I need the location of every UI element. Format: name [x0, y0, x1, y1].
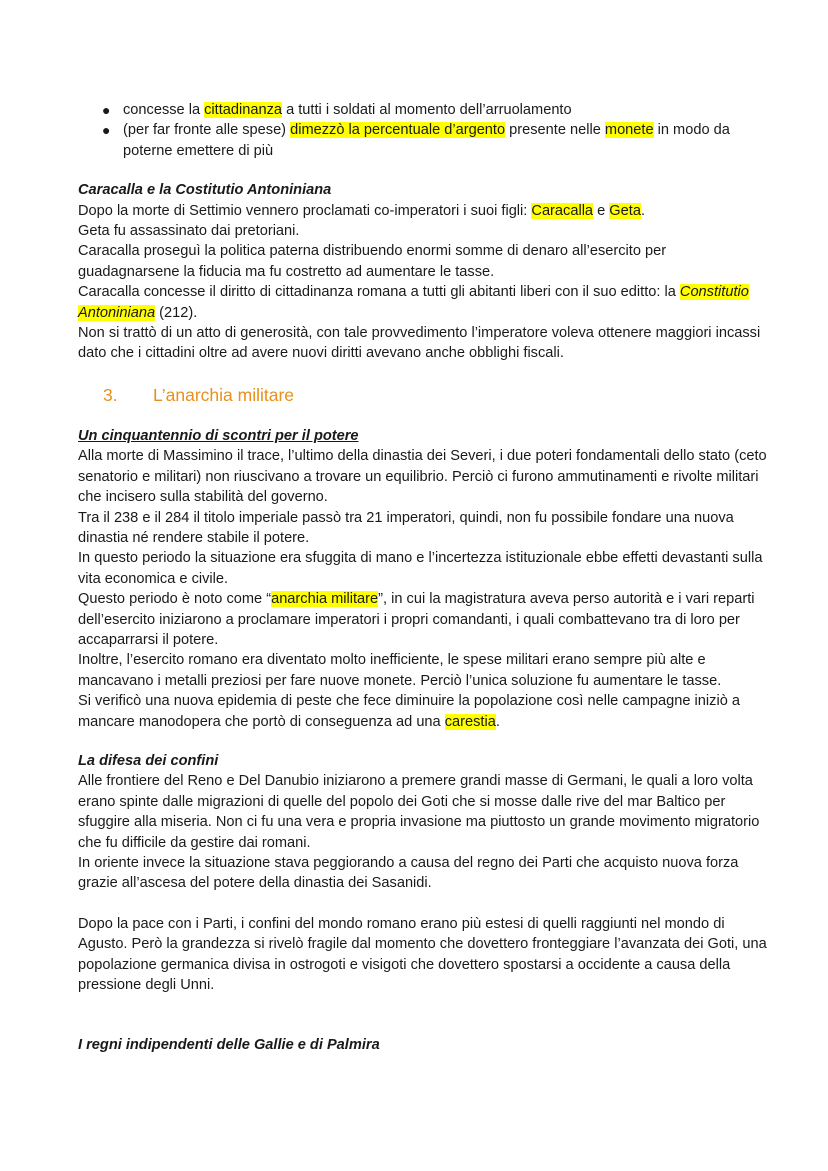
paragraph: In oriente invece la situazione stava peggiorando a causa del regno dei Parti che acquisto nuova forza grazie all’ascesa del potere della dinastia dei Sasanidi. [78, 855, 739, 892]
text: . [495, 713, 500, 730]
subheading-caracalla: Caracalla e la Costitutio Antoniniana [78, 182, 332, 199]
paragraph: Inoltre, l’esercito romano era diventato molto inefficiente, le spese militari erano sempre più alte e mancavano i metalli preziosi per fare nuove monete. Perciò l’unica soluzione fu aumentare le tasse. [78, 652, 722, 689]
text: Questo periodo è noto come “ [78, 591, 272, 608]
bullet-text: a tutti i soldati al momento dell’arruolamento [282, 102, 572, 118]
paragraph: Tra il 238 e il 284 il titolo imperiale passò tra 21 imperatori, quindi, non fu possibile fondare una nuova dinastia né rendere stabile il potere. [78, 509, 734, 546]
highlight-text: cittadinanza [204, 102, 283, 118]
text: Dopo la morte di Settimio vennero proclamati co-imperatori i suoi figli: [78, 202, 532, 219]
text: ”, in cui la magistratura aveva perso autorità e i vari reparti dell’esercito iniziarono a proclamare imperatori i propri comandanti, i quali combattevano tra di loro per accaparrarsi il potere. [78, 591, 755, 648]
bullet-dot-icon: ● [102, 122, 111, 139]
text: (212). [155, 304, 198, 321]
paragraph: Non si trattò di un atto di generosità, con tale provvedimento l’imperatore voleva ottenere maggiori incassi dato che i cittadini oltre ad avere nuovi diritti avevano anche obblighi fiscali. [78, 325, 761, 362]
bullet-list [78, 100, 768, 161]
highlight-text: Geta [609, 202, 641, 219]
highlight-text: carestia [444, 713, 496, 730]
paragraph: Dopo la pace con i Parti, i confini del mondo romano erano più estesi di quelli raggiunti nel mondo di Agusto. Però la grandezza si rivelò fragile dal momento che dovettero fronteggiare l’avanzata dei Goti, una popolazione germanica divisa in ostrogoti e visigoti che dovettero spostarsi a occidente a causa della pressione degli Unni. [78, 915, 767, 994]
bullet-item [78, 120, 768, 161]
paragraph [78, 201, 768, 221]
paragraph: Alle frontiere del Reno e Del Danubio iniziarono a premere grandi masse di Germani, le quali a loro volta erano spinte dalle migrazioni di quelle del popolo dei Goti che si mosse dalle rive del mar Baltico per sfuggire alla miseria. Non ci fu una vera e propria invasione ma piuttosto un grande movimento migratorio che fu difficile da gestire dai romani. [78, 773, 760, 851]
paragraph: Geta fu assassinato dai pretoriani. [78, 223, 300, 240]
document-body [78, 100, 768, 1056]
paragraph [78, 282, 768, 323]
highlight-text: dimezzò la percentuale d’argento [290, 122, 506, 139]
bullet-dot-icon: ● [102, 102, 111, 118]
highlight-text: monete [604, 122, 654, 139]
bullet-text: presente nelle [505, 122, 605, 139]
bullet-item [78, 100, 768, 120]
highlight-text: Constitutio Antoniniana [78, 284, 749, 321]
text: e [593, 202, 610, 219]
bullet-text: in modo da poterne emettere di più [123, 122, 730, 159]
subheading-cinquantennio: Un cinquantennio di scontri per il potere [78, 427, 359, 444]
text: Si verificò una nuova epidemia di peste che fece diminuire la popolazione così nelle campagne iniziò a mancare manodopera che portò di conseguenza ad una [78, 693, 740, 730]
bullet-text: concesse la [123, 102, 205, 118]
text: Caracalla concesse il diritto di cittadinanza romana a tutti gli abitanti liberi con il suo editto: la [78, 284, 680, 301]
spacer [78, 995, 768, 1035]
section-heading [78, 384, 768, 406]
highlight-text: anarchia militare [271, 591, 379, 608]
text: . [640, 202, 645, 219]
paragraph: Alla morte di Massimino il trace, l’ultimo della dinastia dei Severi, i due poteri fondamentali dello stato (ceto senatorio e militari) non riuscivano a trovare un equilibrio. Perciò ci furono ammutinamenti e rivolte militari che incisero sulla stabilità del governo. [78, 448, 767, 506]
subheading-regni: I regni indipendenti delle Gallie e di Palmira [78, 1037, 380, 1054]
highlight-text: Caracalla [531, 202, 594, 219]
paragraph [78, 691, 768, 732]
paragraph [78, 589, 768, 650]
section-number: 3. [103, 384, 118, 405]
spacer [78, 894, 768, 914]
paragraph: Caracalla proseguì la politica paterna distribuendo enormi somme di denaro all’esercito per guadagnarsene la fiducia ma fu costretto ad aumentare le tasse. [78, 243, 667, 280]
section-title: L’anarchia militare [153, 384, 295, 405]
bullet-text: (per far fronte alle spese) [123, 122, 291, 139]
paragraph: In questo periodo la situazione era sfuggita di mano e l’incertezza istituzionale ebbe effetti devastanti sulla vita economica e civile. [78, 550, 763, 587]
subheading-difesa: La difesa dei confini [78, 752, 219, 769]
